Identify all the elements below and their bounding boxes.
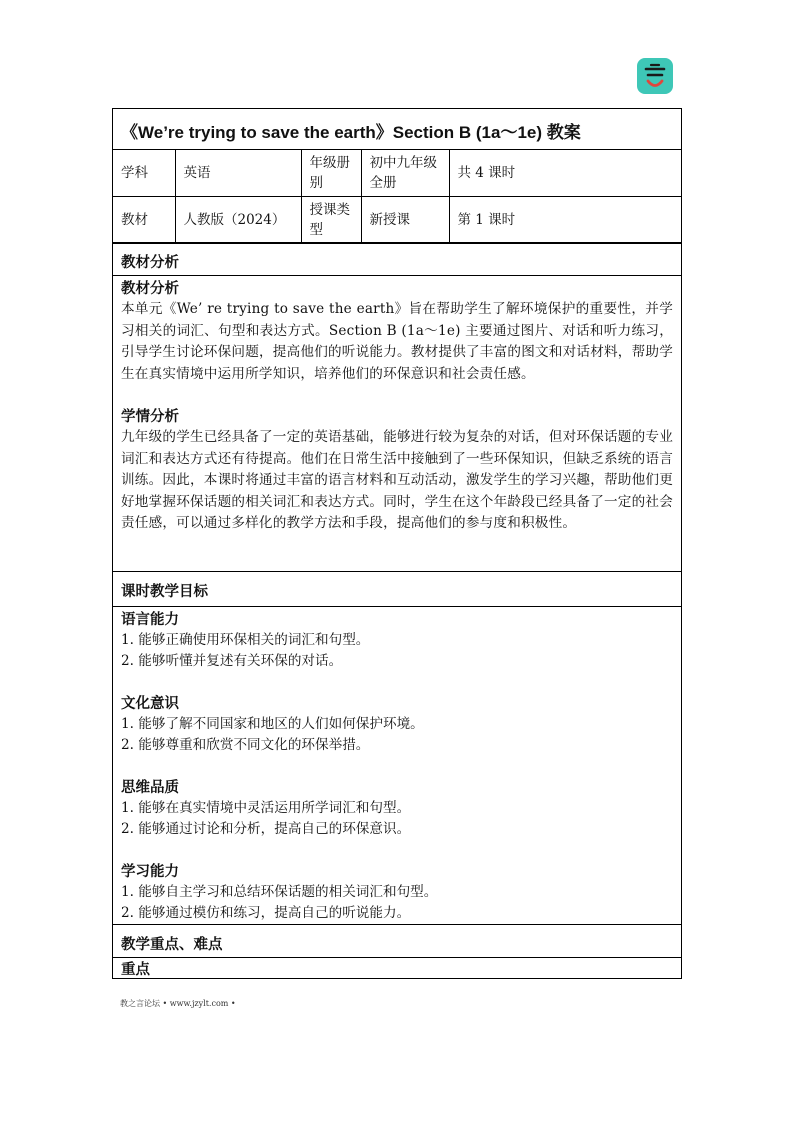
type-value: 新授课 <box>361 196 449 243</box>
meta-table <box>113 150 681 244</box>
student-analysis-title: 学情分析 <box>121 408 179 425</box>
textbook-value: 人教版（2024） <box>175 196 301 243</box>
grade-label: 年级册别 <box>301 150 361 196</box>
key-point-title: 重点 <box>121 961 150 978</box>
goal-group-title: 文化意识 <box>121 695 179 712</box>
goal-item: 2. 能够听懂并复述有关环保的对话。 <box>121 653 343 669</box>
goal-group-title: 学习能力 <box>121 863 179 880</box>
site-logo-icon <box>637 58 673 94</box>
total-lessons: 共 4 课时 <box>449 150 681 196</box>
goal-item: 2. 能够尊重和欣赏不同文化的环保举措。 <box>121 737 370 753</box>
subject-value: 英语 <box>175 150 301 196</box>
textbook-analysis-title: 教材分析 <box>121 280 179 297</box>
goal-item: 1. 能够了解不同国家和地区的人们如何保护环境。 <box>121 716 424 732</box>
goal-group-title: 语言能力 <box>121 611 179 628</box>
type-label: 授课类型 <box>301 196 361 243</box>
student-analysis-text: 九年级的学生已经具备了一定的英语基础，能够进行较为复杂的对话，但对环保话题的专业词汇和表达方式还有待提高。他们在日常生活中接触到了一些环保知识，但缺乏系统的语言训练。因此，本课时将通过丰富的语言材料和互动活动，激发学生的学习兴趣，帮助他们更好地掌握环保话题的相关词汇和表达方式。同时，学生在这个年龄段已经具备了一定的社会责任感，可以通过多样化的教学方法和手段，提高他们的参与度和积极性。 <box>121 429 673 531</box>
page-footer: 教之言论坛 • www.jzylt.com • <box>120 999 236 1008</box>
analysis-heading: 教材分析 <box>113 242 681 275</box>
textbook-analysis-text: 本单元《We’ re trying to save the earth》旨在帮助学生了解环境保护的重要性，并学习相关的词汇、句型和表达方式。Section B (1a～1e) 主要通过图片、对话和听力练习，引导学生讨论环保问题，提高他们的听说能力。教材提供了丰富的图文和对话材料，帮助学生在真实情境中运用所学知识，培养他们的环保意识和社会责任感。 <box>121 301 673 382</box>
goal-item: 1. 能够自主学习和总结环保话题的相关词汇和句型。 <box>121 884 438 900</box>
grade-value: 初中九年级全册 <box>361 150 449 196</box>
analysis-section <box>113 275 681 571</box>
goal-item: 2. 能够通过模仿和练习，提高自己的听说能力。 <box>121 905 411 921</box>
goal-item: 2. 能够通过讨论和分析，提高自己的环保意识。 <box>121 821 411 837</box>
subject-label: 学科 <box>113 150 175 196</box>
goal-item: 1. 能够在真实情境中灵活运用所学词汇和句型。 <box>121 800 411 816</box>
key-points-heading: 教学重点、难点 <box>113 924 681 957</box>
key-points-section <box>113 957 681 978</box>
goal-item: 1. 能够正确使用环保相关的词汇和句型。 <box>121 632 370 648</box>
page-title: 《We’re trying to save the earth》Section B (1a～1e) 教案 <box>113 109 681 150</box>
lesson-number: 第 1 课时 <box>449 196 681 243</box>
goals-heading: 课时教学目标 <box>113 571 681 606</box>
textbook-label: 教材 <box>113 196 175 243</box>
goals-section <box>113 606 681 924</box>
lesson-plan-table <box>112 108 682 979</box>
goal-group-title: 思维品质 <box>121 779 179 796</box>
